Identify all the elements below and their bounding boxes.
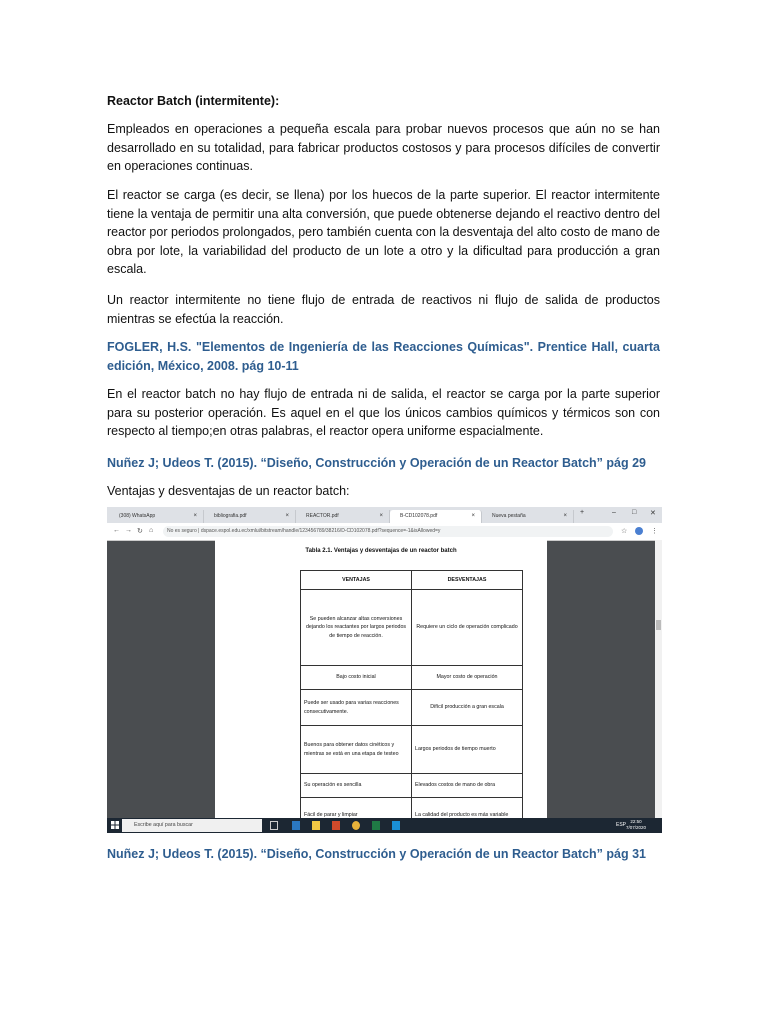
close-icon: ×	[285, 513, 289, 519]
tab-bibliografia	[204, 510, 296, 523]
disadvantage-cell: Largos periodos de tiempo muerto	[412, 726, 523, 774]
windows-logo-icon	[111, 821, 119, 829]
home-icon: ⌂	[149, 527, 154, 534]
word-icon	[292, 821, 300, 830]
advantage-cell: Su operación es sencilla	[301, 774, 412, 798]
star-icon: ☆	[621, 528, 628, 535]
powerpoint-icon	[332, 821, 340, 830]
windows-taskbar	[107, 818, 662, 833]
disadvantage-cell: Difícil producción a gran escala	[412, 690, 523, 726]
header-desventajas: DESVENTAJAS	[412, 571, 523, 590]
excel-icon	[372, 821, 380, 830]
table-caption: Tabla 2.1. Ventajas y desventajas de un reactor batch	[305, 548, 457, 554]
header-ventajas: VENTAJAS	[301, 571, 412, 590]
tab-reactor	[296, 510, 390, 523]
pdf-page	[215, 540, 547, 818]
table-row	[301, 690, 523, 726]
tab-label: REACTOR.pdf	[306, 513, 339, 519]
advantage-cell: Se pueden alcanzar altas conversiones dejando los reactantes por largos periodos de tiempo de reacción.	[301, 590, 412, 666]
close-window-icon: ✕	[650, 510, 656, 517]
disadvantage-cell: La calidad del producto es más variable	[412, 798, 523, 834]
close-icon: ×	[471, 513, 475, 519]
table-row	[301, 590, 523, 666]
table-row	[301, 666, 523, 690]
paragraph-1: Empleados en operaciones a pequeña escala para probar nuevos procesos que aún no se han desarrollado en su totalidad, para fabricar productos costosos y para procesos difíciles de convertir en operaciones continuas.	[107, 122, 660, 173]
close-icon: ×	[193, 513, 197, 519]
table-row	[301, 726, 523, 774]
advantages-table	[300, 570, 523, 833]
reference-nunez-29: Nuñez J; Udeos T. (2015). “Diseño, Construcción y Operación de un Reactor Batch” pág 29	[107, 456, 647, 470]
new-tab-icon: +	[580, 509, 585, 516]
paragraph-5: Ventajas y desventajas de un reactor batch:	[107, 484, 350, 498]
paragraph-2: El reactor se carga (es decir, se llena) por los huecos de la parte superior. El reactor intermitente tiene la ventaja de permitir una alta conversión, que puede obtenerse dejando el reactivo dentro del reactor por periodos prolongados, pero también cuenta con la desventaja del alto costo de mano de obra por lote, la variabilidad del producto de un lote a otro y la dificultad para producción a gran escala.	[107, 188, 660, 276]
paragraph-3: Un reactor intermitente no tiene flujo de entrada de reactivos ni flujo de salida de productos mientras se efectúa la reacción.	[107, 293, 660, 326]
tab-label: Nueva pestaña	[492, 513, 526, 519]
profile-avatar	[635, 527, 643, 535]
chrome-icon	[352, 821, 360, 830]
menu-icon: ⋮	[651, 528, 658, 535]
url-field: No es seguro | dspace.espol.edu.ec/xmlui/bitstream/handle/123456789/38216/D-CD102078.pdf?sequence=-1&isAllowed=y	[163, 526, 613, 537]
paragraph-4: En el reactor batch no hay flujo de entrada ni de salida, el reactor se carga por la parte superior para su posterior operación. Es aquel en el que los únicos cambios químicos y térmicos son con respecto al tiempo;en otras palabras, el reactor opera uniforme espacialmente.	[107, 387, 660, 438]
reference-fogler: FOGLER, H.S. "Elementos de Ingeniería de las Reacciones Químicas". Prentice Hall, cuarta edición, México, 2008. pág 10-11	[107, 340, 660, 373]
scrollbar	[655, 540, 662, 818]
disadvantage-cell: Elevados costos de mano de obra	[412, 774, 523, 798]
reference-nunez-31: Nuñez J; Udeos T. (2015). “Diseño, Construcción y Operación de un Reactor Batch” pág 31	[107, 847, 647, 861]
tab-label: bibliografia.pdf	[214, 513, 247, 519]
minimize-icon: –	[612, 509, 616, 516]
advantage-cell: Buenos para obtener datos cinéticos y mientras se está en una etapa de testeo	[301, 726, 412, 774]
edge-icon	[392, 821, 400, 830]
tab-new	[482, 510, 574, 523]
taskbar-clock	[626, 819, 646, 831]
forward-icon: →	[125, 527, 132, 534]
table-row	[301, 774, 523, 798]
tab-active-pdf	[390, 510, 482, 523]
tab-label: (308) WhatsApp	[119, 513, 156, 519]
section-heading: Reactor Batch (intermitente):	[107, 94, 280, 108]
language-indicator: ESP	[615, 822, 626, 828]
tab-label: B-CD102078.pdf	[400, 513, 438, 519]
advantage-cell: Bajo costo inicial	[301, 666, 412, 690]
taskbar-search: Escribe aquí para buscar	[122, 819, 262, 832]
task-view-icon	[270, 821, 278, 830]
clock-date: 7/07/2020	[625, 825, 646, 830]
tab-whatsapp	[109, 510, 204, 523]
reload-icon: ↻	[137, 528, 143, 535]
close-icon: ×	[379, 513, 383, 519]
advantage-cell: Puede ser usado para varias reacciones consecutivamente.	[301, 690, 412, 726]
clock-time: 22:50	[630, 819, 642, 824]
advantage-cell: Fácil de parar y limpiar	[301, 798, 412, 834]
back-icon: ←	[113, 527, 120, 534]
address-bar-row	[107, 523, 662, 541]
maximize-icon: □	[632, 509, 637, 516]
disadvantage-cell: Requiere un ciclo de operación complicado	[412, 590, 523, 666]
folder-icon	[312, 821, 320, 830]
browser-tab-bar	[107, 507, 662, 523]
embedded-browser-screenshot	[107, 507, 662, 833]
disadvantage-cell: Mayor costo de operación	[412, 666, 523, 690]
close-icon: ×	[563, 513, 567, 519]
scrollbar-thumb	[656, 620, 661, 630]
